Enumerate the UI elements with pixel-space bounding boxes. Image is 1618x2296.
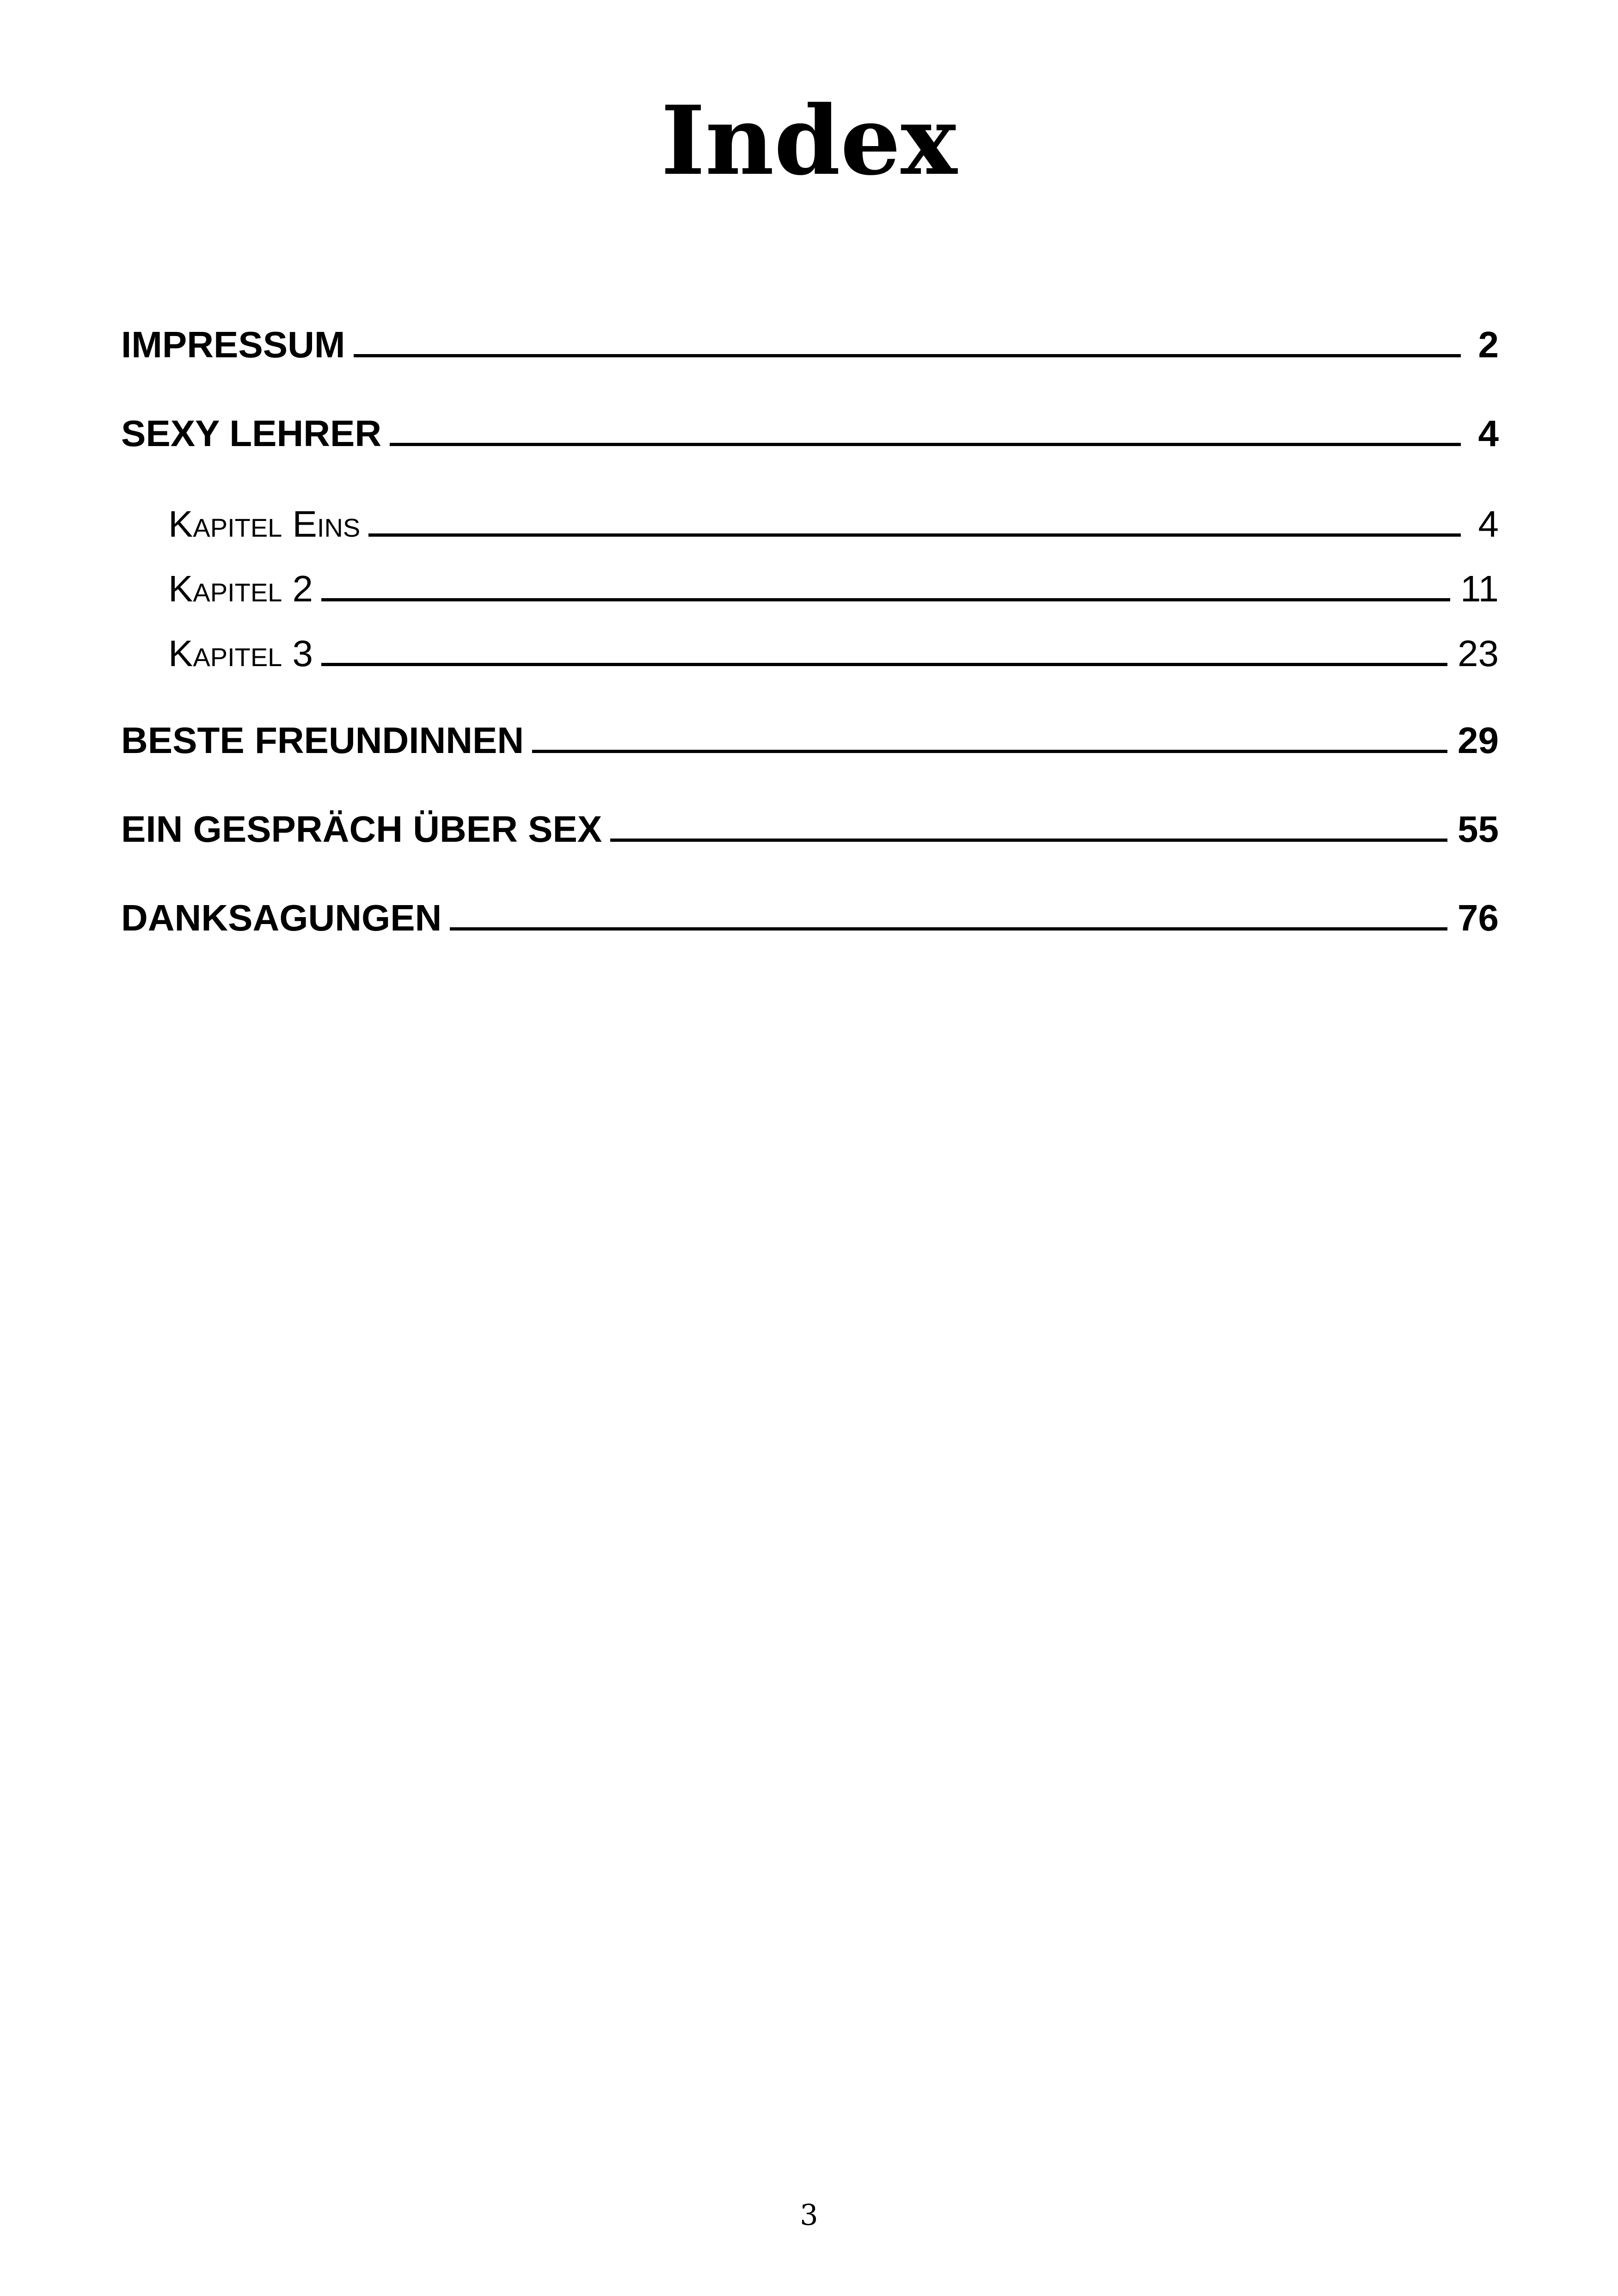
toc-leader-line [532, 750, 1447, 753]
toc-entry-sexy-lehrer[interactable] [121, 412, 1499, 501]
page-title: Index [661, 86, 957, 196]
toc-entry-label: DANKSAGUNGEN [121, 897, 442, 938]
toc-entry-kapitel-2[interactable] [121, 568, 1499, 632]
toc-entry-label: BESTE FREUNDINNEN [121, 720, 524, 761]
toc-entry-page: 2 [1478, 324, 1499, 365]
toc-entry-page: 29 [1458, 720, 1499, 761]
toc-entry-label: IMPRESSUM [121, 324, 345, 365]
toc-entry-kapitel-eins[interactable] [121, 503, 1499, 568]
toc-entry-impressum[interactable] [121, 324, 1499, 412]
toc-entry-kapitel-3[interactable] [121, 632, 1499, 697]
toc-entry-label: Kapitel Eins [168, 503, 361, 545]
toc-leader-line [368, 533, 1461, 537]
toc-entry-page: 76 [1458, 897, 1499, 938]
toc-entry-label: Kapitel 2 [168, 568, 313, 609]
toc-entry-danksagungen[interactable] [121, 897, 1499, 986]
toc-leader-line [321, 598, 1450, 601]
toc-leader-line [450, 927, 1447, 931]
toc-entry-label: Kapitel 3 [168, 633, 313, 674]
toc-leader-line [610, 839, 1447, 842]
toc-entry-label: SEXY LEHRER [121, 413, 382, 454]
toc-entry-page: 4 [1478, 413, 1499, 454]
toc-entry-page: 23 [1458, 633, 1499, 674]
toc-entry-beste-freundinnen[interactable] [121, 719, 1499, 808]
toc-leader-line [321, 663, 1447, 666]
toc-entry-page: 55 [1458, 808, 1499, 850]
table-of-contents [121, 324, 1499, 986]
toc-entry-page: 11 [1460, 568, 1499, 609]
page-number: 3 [800, 2198, 818, 2232]
toc-entry-page: 4 [1478, 503, 1499, 545]
toc-leader-line [354, 354, 1461, 357]
toc-entry-label: EIN GESPRÄCH ÜBER SEX [121, 808, 602, 850]
toc-entry-gespraech-ueber-sex[interactable] [121, 808, 1499, 897]
toc-leader-line [390, 443, 1461, 446]
